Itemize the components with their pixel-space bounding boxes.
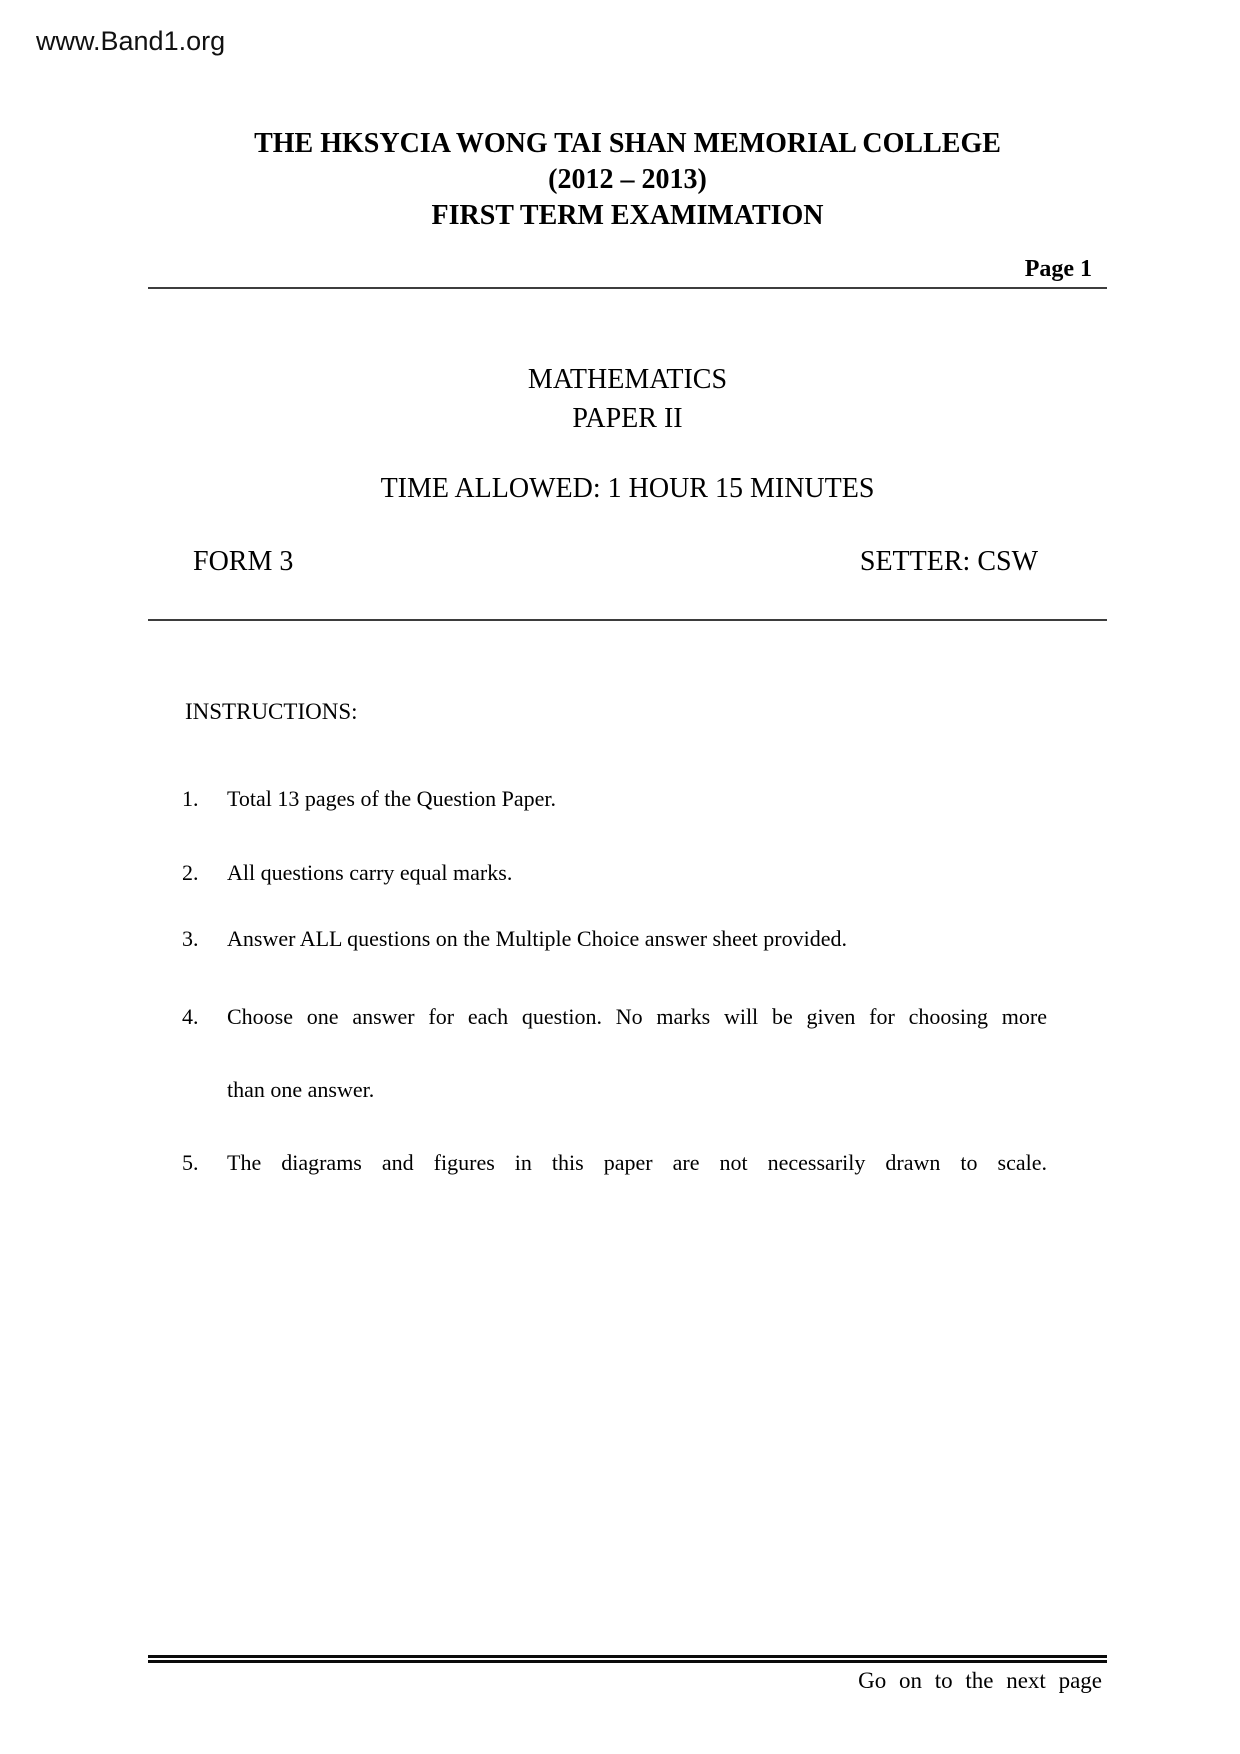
title-block bbox=[148, 126, 1107, 234]
school-name: THE HKSYCIA WONG TAI SHAN MEMORIAL COLLEGE bbox=[254, 128, 1001, 159]
item-number: 1. bbox=[182, 786, 199, 811]
instruction-item-4 bbox=[182, 1002, 1047, 1105]
next-page-label: Go on to the next page bbox=[858, 1668, 1102, 1693]
footer-double-rule bbox=[148, 1655, 1107, 1663]
item-text: Total 13 pages of the Question Paper. bbox=[227, 786, 557, 811]
instruction-item-3 bbox=[182, 924, 1047, 954]
instructions-heading: INSTRUCTIONS: bbox=[185, 699, 358, 724]
site-watermark: www.Band1.org bbox=[36, 26, 226, 56]
subject-block bbox=[148, 360, 1107, 438]
item-text-continued: than one answer. bbox=[227, 1077, 375, 1102]
item-text: Choose one answer for each question. No marks will be given for choosing more bbox=[227, 1004, 1047, 1029]
page-number: Page 1 bbox=[1024, 256, 1092, 282]
item-text: The diagrams and figures in this paper are not necessarily drawn to scale. bbox=[227, 1150, 1047, 1175]
instruction-item-5 bbox=[182, 1148, 1047, 1178]
header-rule bbox=[148, 287, 1107, 289]
subject-title: MATHEMATICS bbox=[527, 364, 728, 395]
item-text: All questions carry equal marks. bbox=[227, 860, 513, 885]
form-label: FORM 3 bbox=[193, 546, 294, 577]
footer-rule-bottom bbox=[148, 1660, 1107, 1663]
item-number: 4. bbox=[182, 1004, 199, 1029]
item-number: 3. bbox=[182, 926, 199, 951]
item-text: Answer ALL questions on the Multiple Choice answer sheet provided. bbox=[227, 926, 847, 951]
instruction-item-2 bbox=[182, 858, 1047, 888]
exam-years: (2012 – 2013) bbox=[548, 164, 707, 195]
item-number: 2. bbox=[182, 860, 199, 885]
content-frame bbox=[148, 0, 1107, 1754]
instruction-item-1 bbox=[182, 784, 1047, 814]
section-rule bbox=[148, 619, 1107, 621]
form-setter-row bbox=[148, 546, 1107, 580]
exam-title: FIRST TERM EXAMIMATION bbox=[431, 200, 824, 231]
time-allowed: TIME ALLOWED: 1 HOUR 15 MINUTES bbox=[380, 473, 875, 504]
paper-title: PAPER II bbox=[572, 403, 683, 434]
item-number: 5. bbox=[182, 1150, 199, 1175]
setter-label: SETTER: CSW bbox=[859, 546, 1038, 577]
